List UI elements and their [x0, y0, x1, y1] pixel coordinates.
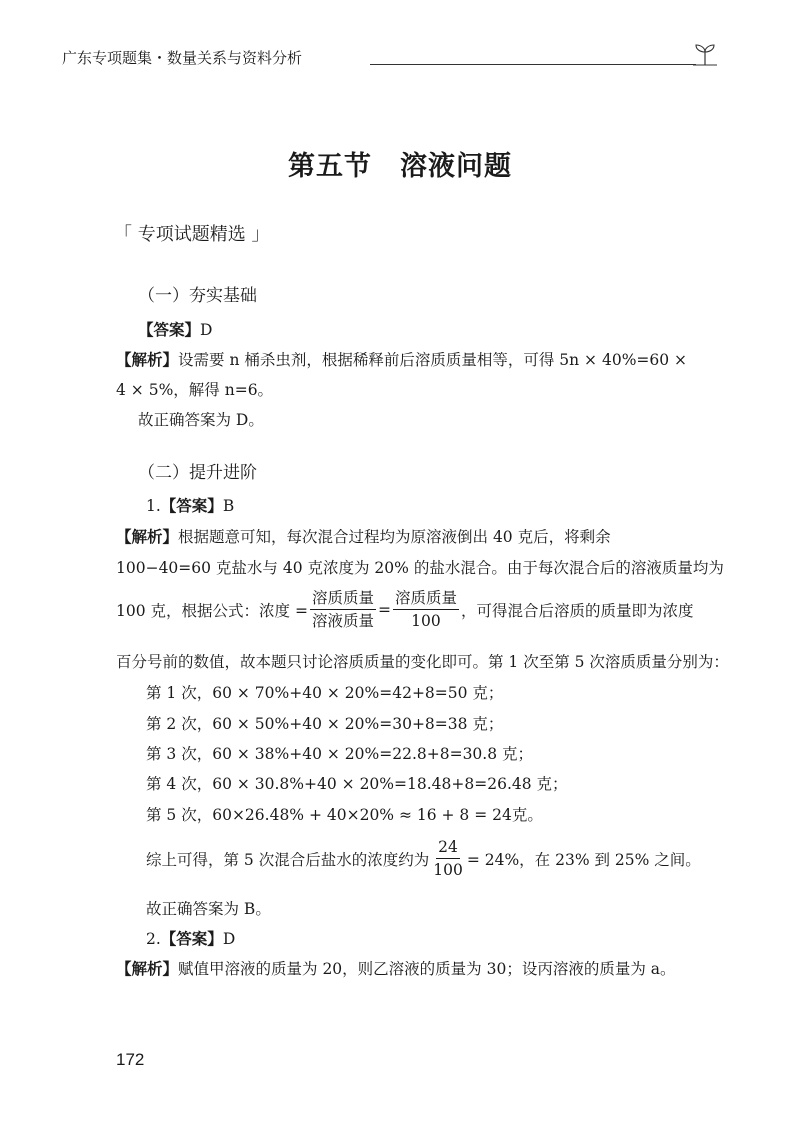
- answer-label: 【答案】: [160, 930, 223, 948]
- q1-analysis-line1: [116, 525, 611, 547]
- q2-analysis-line1: [116, 957, 676, 979]
- analysis-text: 设需要 n 桶杀虫剂，根据稀释前后溶质质量相等，可得 5n × 40%=60 ×: [178, 351, 688, 369]
- analysis-label: 【解析】: [116, 960, 179, 978]
- fraction-numerator: 24: [436, 838, 460, 859]
- sprout-icon: [693, 40, 717, 66]
- q1-step: 第 2 次，60 × 50%+40 × 20%=30+8=38 克；: [146, 715, 504, 733]
- fraction-numerator: 溶质质量: [310, 589, 376, 610]
- part1-analysis-line1: [116, 348, 687, 370]
- q1-step: 第 4 次，60 × 30.8%+40 × 20%=18.48+8=26.48 克；: [146, 775, 568, 793]
- analysis-label: 【解析】: [116, 528, 179, 546]
- analysis-text: 根据题意可知，每次混合过程均为原溶液倒出 40 克后，将剩余: [178, 528, 611, 546]
- page-number: 172: [116, 1050, 145, 1069]
- q1-step: 第 3 次，60 × 38%+40 × 20%=22.8+8=30.8 克；: [146, 745, 534, 763]
- header-rule: [370, 64, 696, 65]
- part1-analysis-line2: 4 × 5%，解得 n=6。: [116, 381, 274, 399]
- q2-answer: [146, 927, 235, 949]
- fraction-denominator: 100: [433, 861, 463, 879]
- answer-label: 【答案】: [160, 497, 223, 515]
- part1-conclusion: 故正确答案为 D。: [138, 411, 264, 429]
- fraction-denominator: 100: [411, 612, 441, 630]
- formula-prefix: 100 克，根据公式：浓度 =: [116, 601, 308, 620]
- q1-number: 1.: [146, 497, 161, 515]
- part1-heading: （一）夯实基础: [138, 286, 257, 306]
- answer-value: D: [222, 930, 236, 948]
- fraction-solute-over-100: [393, 589, 459, 630]
- fraction-denominator: 溶液质量: [311, 612, 374, 630]
- fraction-numerator: 溶质质量: [393, 589, 459, 610]
- q2-number: 2.: [146, 930, 161, 948]
- part1-answer: [138, 318, 212, 340]
- fraction-concentration: [310, 589, 376, 630]
- q1-conclusion: 故正确答案为 B。: [146, 900, 271, 918]
- answer-label: 【答案】: [138, 321, 201, 339]
- analysis-label: 【解析】: [116, 351, 179, 369]
- q1-summary: [146, 838, 701, 879]
- answer-value: B: [222, 497, 235, 515]
- q1-analysis-line4: 百分号前的数值，故本题只讨论溶质质量的变化即可。第 1 次至第 5 次溶质质量分别为：: [116, 653, 729, 671]
- q1-step: 第 5 次，60×26.48% + 40×20% ≈ 16 + 8 = 24克。: [146, 806, 543, 824]
- q1-answer: [146, 494, 234, 516]
- fraction-24-over-100: [431, 838, 465, 879]
- answer-value: D: [200, 321, 213, 339]
- chapter-title: 第五节 溶液问题: [288, 151, 512, 182]
- q1-analysis-line2: 100−40=60 克盐水与 40 克浓度为 20% 的盐水混合。由于每次混合后的溶液质量均为: [116, 559, 724, 577]
- summary-prefix: 综上可得，第 5 次混合后盐水的浓度约为: [146, 850, 430, 869]
- q1-step: 第 1 次，60 × 70%+40 × 20%=42+8=50 克；: [146, 684, 504, 702]
- equals-sign: =: [377, 600, 391, 619]
- part2-heading: （二）提升进阶: [138, 463, 257, 483]
- analysis-text: 赋值甲溶液的质量为 20，则乙溶液的质量为 30；设丙溶液的质量为 a。: [178, 960, 676, 978]
- summary-suffix: = 24%，在 23% 到 25% 之间。: [466, 850, 701, 869]
- formula-suffix: ，可得混合后溶质的质量即为浓度: [460, 601, 694, 620]
- q1-formula-line: [116, 589, 693, 630]
- running-header-title: 广东专项题集・数量关系与资料分析: [62, 49, 303, 67]
- section-label: 「 专项试题精选 」: [114, 224, 270, 245]
